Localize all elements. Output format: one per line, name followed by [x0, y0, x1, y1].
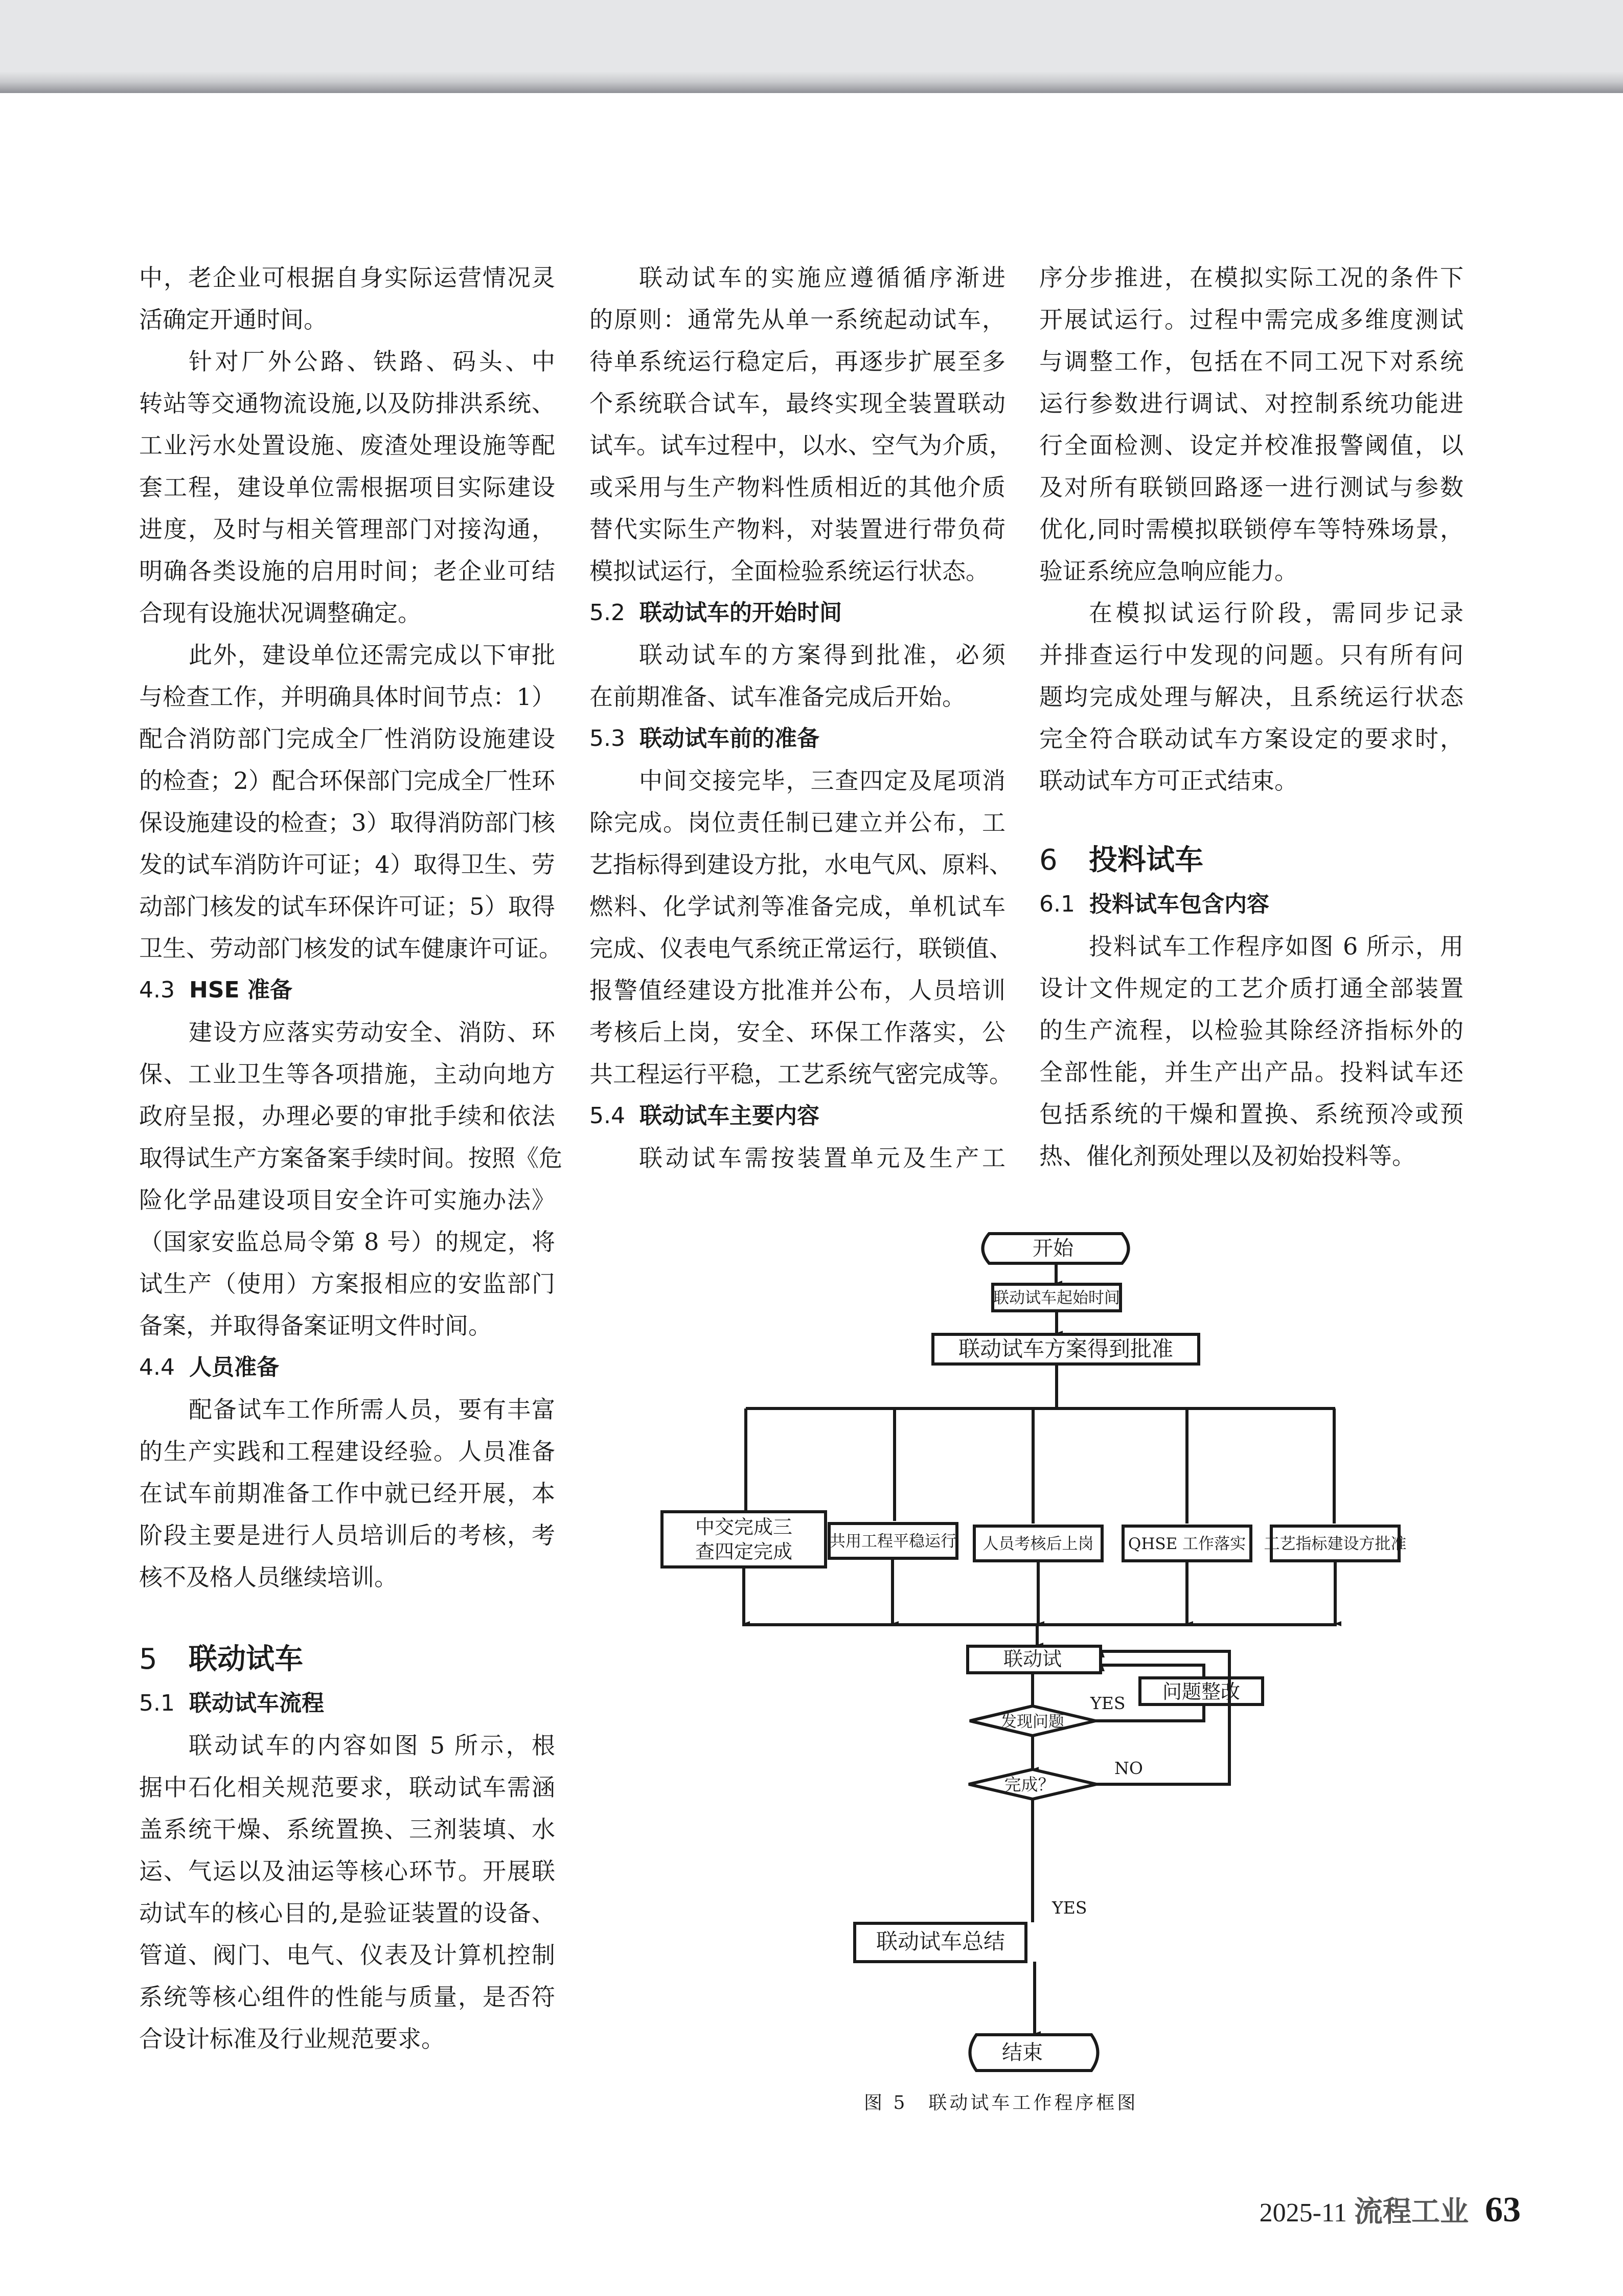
text-line: 试车。试车过程中，以水、空气为介质， [589, 431, 1013, 459]
section-number: 5.1 [139, 1690, 175, 1716]
text-line: 套工程，建设单位需根据项目实际建设 [139, 473, 555, 501]
text-line: 与检查工作，并明确具体时间节点：1） [139, 683, 555, 711]
text-line: 此外，建设单位还需完成以下审批 [189, 641, 555, 669]
text-line: 中间交接完毕，三查四定及尾项消 [639, 767, 1005, 794]
text-line: 联动试车的方案得到批准，必须 [639, 641, 1005, 669]
section-number: 6 [1039, 844, 1058, 877]
text-line: 热、催化剂预处理以及初始投料等。 [1039, 1142, 1415, 1170]
text-line: 的生产实践和工程建设经验。人员准备 [139, 1438, 555, 1465]
text-line: 联动试车需按装置单元及生产工 [639, 1144, 1005, 1172]
text-line: 据中石化相关规范要求，联动试车需涵 [139, 1774, 555, 1801]
text-line: 工业污水处置设施、废渣处理设施等配 [139, 431, 555, 459]
section-number: 4.3 [139, 977, 175, 1003]
section-title: 联动试车前的准备 [639, 725, 819, 752]
text-line: （国家安监总局令第 8 号）的规定，将 [139, 1228, 555, 1256]
text-line: 完全符合联动试车方案设定的要求时， [1039, 725, 1464, 753]
section-number: 6.1 [1039, 891, 1075, 917]
page-number: 63 [1485, 2190, 1521, 2230]
text-line: 模拟试运行，全面检验系统运行状态。 [589, 557, 989, 585]
text-line: 备案，并取得备案证明文件时间。 [139, 1312, 492, 1339]
section-number: 5 [139, 1643, 157, 1676]
section-title: 人员准备 [189, 1354, 279, 1380]
text-line: 运行参数进行调试、对控制系统功能进 [1039, 390, 1464, 417]
yes-label-complete: YES [1052, 1898, 1087, 1918]
text-line: 燃料、化学试剂等准备完成，单机试车 [589, 893, 1005, 920]
text-line: 与调整工作，包括在不同工况下对系统 [1039, 348, 1464, 375]
text-line: 个系统联合试车，最终实现全装置联动 [589, 390, 1005, 417]
text-line: 联动试车方可正式结束。 [1039, 767, 1298, 794]
text-line: 取得试生产方案备案手续时间。按照《危 [139, 1144, 562, 1172]
figure-caption: 图 5 联动试车工作程序框图 [864, 2093, 1138, 2113]
section-title: 联动试车的开始时间 [639, 600, 842, 626]
section-title: 联动试车主要内容 [639, 1103, 819, 1129]
text-line: 替代实际生产物料，对装置进行带负荷 [589, 515, 1005, 543]
parallel-label: QHSE 工作落实 [1128, 1535, 1246, 1553]
found-problem-label: 发现问题 [1001, 1713, 1064, 1731]
section-number: 4.4 [139, 1354, 175, 1380]
text-line: 发的试车消防许可证；4）取得卫生、劳 [139, 851, 555, 878]
text-line: 运、气运以及油运等核心环节。开展联 [139, 1857, 555, 1885]
magazine-name: 流程工业 [1354, 2196, 1469, 2228]
text-line: 设计文件规定的工艺介质打通全部装置 [1039, 974, 1464, 1002]
parallel-label: 查四定完成 [695, 1540, 793, 1563]
text-line: 动试车的核心目的,是验证装置的设备、 [139, 1899, 555, 1927]
text-line: 保设施建设的检查；3）取得消防部门核 [139, 809, 555, 836]
parallel-label: 共用工程平稳运行 [830, 1532, 956, 1551]
section-number: 5.3 [589, 725, 625, 752]
section-title: 联动试车 [189, 1643, 303, 1676]
text-line: 在试车前期准备工作中就已经开展，本 [139, 1480, 555, 1507]
section-title: 联动试车流程 [189, 1690, 324, 1716]
text-line: 除完成。岗位责任制已建立并公布，工 [589, 809, 1005, 836]
yes-label-problem: YES [1090, 1693, 1126, 1713]
joint-test-label: 联动试 [1003, 1648, 1062, 1670]
text-line: 针对厂外公路、铁路、码头、中 [189, 348, 555, 375]
no-label: NO [1114, 1758, 1143, 1778]
issue-date: 2025-11 [1259, 2198, 1347, 2227]
text-line: 考核后上岗，安全、环保工作落实，公 [589, 1018, 1005, 1046]
text-line: 联动试车的实施应遵循循序渐进 [639, 264, 1005, 291]
text-line: 的检查；2）配合环保部门完成全厂性环 [139, 767, 555, 794]
text-line: 在模拟试运行阶段，需同步记录 [1089, 599, 1464, 627]
text-line: 合现有设施状况调整确定。 [139, 599, 421, 627]
text-line: 配备试车工作所需人员，要有丰富 [189, 1396, 555, 1423]
page-footer [1260, 2189, 1521, 2231]
section-title: HSE 准备 [189, 977, 292, 1003]
text-line: 题均完成处理与解决，且系统运行状态 [1039, 683, 1464, 711]
text-line: 包括系统的干燥和置换、系统预冷或预 [1039, 1100, 1464, 1128]
text-line: 系统等核心组件的性能与质量，是否符 [139, 1983, 555, 2011]
rectify-return-line [1102, 1665, 1204, 1678]
text-line: 管道、阀门、电气、仪表及计算机控制 [139, 1941, 555, 1969]
text-line: 核不及格人员继续培训。 [139, 1563, 398, 1591]
text-line: 并排查运行中发现的问题。只有所有问 [1039, 641, 1464, 669]
text-line: 进度，及时与相关管理部门对接沟通， [139, 515, 555, 543]
text-line: 中，老企业可根据自身实际运营情况灵 [139, 264, 555, 291]
text-line: 的生产流程，以检验其除经济指标外的 [1039, 1016, 1464, 1044]
parallel-label: 人员考核后上岗 [982, 1535, 1094, 1553]
text-line: 建设方应落实劳动安全、消防、环 [189, 1018, 555, 1046]
section-number: 5.4 [589, 1103, 625, 1129]
text-line: 完成、仪表电气系统正常运行，联锁值、 [589, 935, 1013, 962]
text-line: 保、工业卫生等各项措施，主动向地方 [139, 1060, 555, 1088]
text-line: 政府呈报，办理必要的审批手续和依法 [139, 1102, 555, 1130]
text-line: 联动试车的内容如图 5 所示，根 [189, 1732, 555, 1759]
text-line: 合设计标准及行业规范要求。 [139, 2025, 445, 2053]
text-line: 或采用与生产物料性质相近的其他介质 [589, 473, 1005, 501]
text-line: 及对所有联锁回路逐一进行测试与参数 [1039, 473, 1464, 501]
text-line: 优化,同时需模拟联锁停车等特殊场景， [1039, 515, 1464, 543]
parallel-label: 工艺指标建设方批准 [1264, 1535, 1407, 1553]
text-line: 的原则：通常先从单一系统起动试车， [589, 306, 1005, 333]
summary-label: 联动试车总结 [876, 1929, 1005, 1954]
text-line: 艺指标得到建设方批，水电气风、原料、 [589, 851, 1013, 878]
section-title: 投料试车包含内容 [1089, 891, 1269, 917]
start-label: 开始 [1033, 1237, 1073, 1260]
text-line: 动部门核发的试车环保许可证；5）取得 [139, 893, 555, 920]
text-line: 报警值经建设方批准并公布，人员培训 [589, 976, 1005, 1004]
text-line: 卫生、劳动部门核发的试车健康许可证。 [139, 935, 562, 962]
text-line: 明确各类设施的启用时间；老企业可结 [139, 557, 555, 585]
parallel-label: 中交完成三 [695, 1516, 793, 1538]
text-line: 活确定开通时间。 [139, 306, 327, 333]
text-line: 试生产（使用）方案报相应的安监部门 [139, 1270, 555, 1298]
text-line: 共工程运行平稳，工艺系统气密完成等。 [589, 1060, 1013, 1088]
text-line: 配合消防部门完成全厂性消防设施建设 [139, 725, 555, 753]
text-line: 投料试车工作程序如图 6 所示，用 [1089, 933, 1464, 960]
section-title: 投料试车 [1089, 844, 1203, 877]
start-time-label: 联动试车起始时间 [993, 1289, 1120, 1307]
complete-label: 完成？ [1004, 1775, 1055, 1794]
text-line: 待单系统运行稳定后，再逐步扩展至多 [589, 348, 1005, 375]
text-line: 阶段主要是进行人员培训后的考核，考 [139, 1521, 555, 1549]
text-line: 转站等交通物流设施,以及防排洪系统、 [139, 390, 555, 417]
text-line: 行全面检测、设定并校准报警阈值，以 [1039, 431, 1464, 459]
text-line: 开展试运行。过程中需完成多维度测试 [1039, 306, 1464, 333]
end-label: 结束 [1002, 2041, 1043, 2064]
text-line: 盖系统干燥、系统置换、三剂装填、水 [139, 1815, 555, 1843]
text-line: 验证系统应急响应能力。 [1039, 557, 1298, 585]
text-line: 险化学品建设项目安全许可实施办法》 [139, 1186, 555, 1214]
section-number: 5.2 [589, 600, 625, 626]
rectify-label: 问题整改 [1162, 1680, 1241, 1703]
text-line: 在前期准备、试车准备完成后开始。 [589, 683, 966, 711]
text-line: 全部性能，并生产出产品。投料试车还 [1039, 1058, 1464, 1086]
plan-approved-label: 联动试车方案得到批准 [958, 1336, 1174, 1361]
text-line: 序分步推进，在模拟实际工况的条件下 [1039, 264, 1464, 291]
